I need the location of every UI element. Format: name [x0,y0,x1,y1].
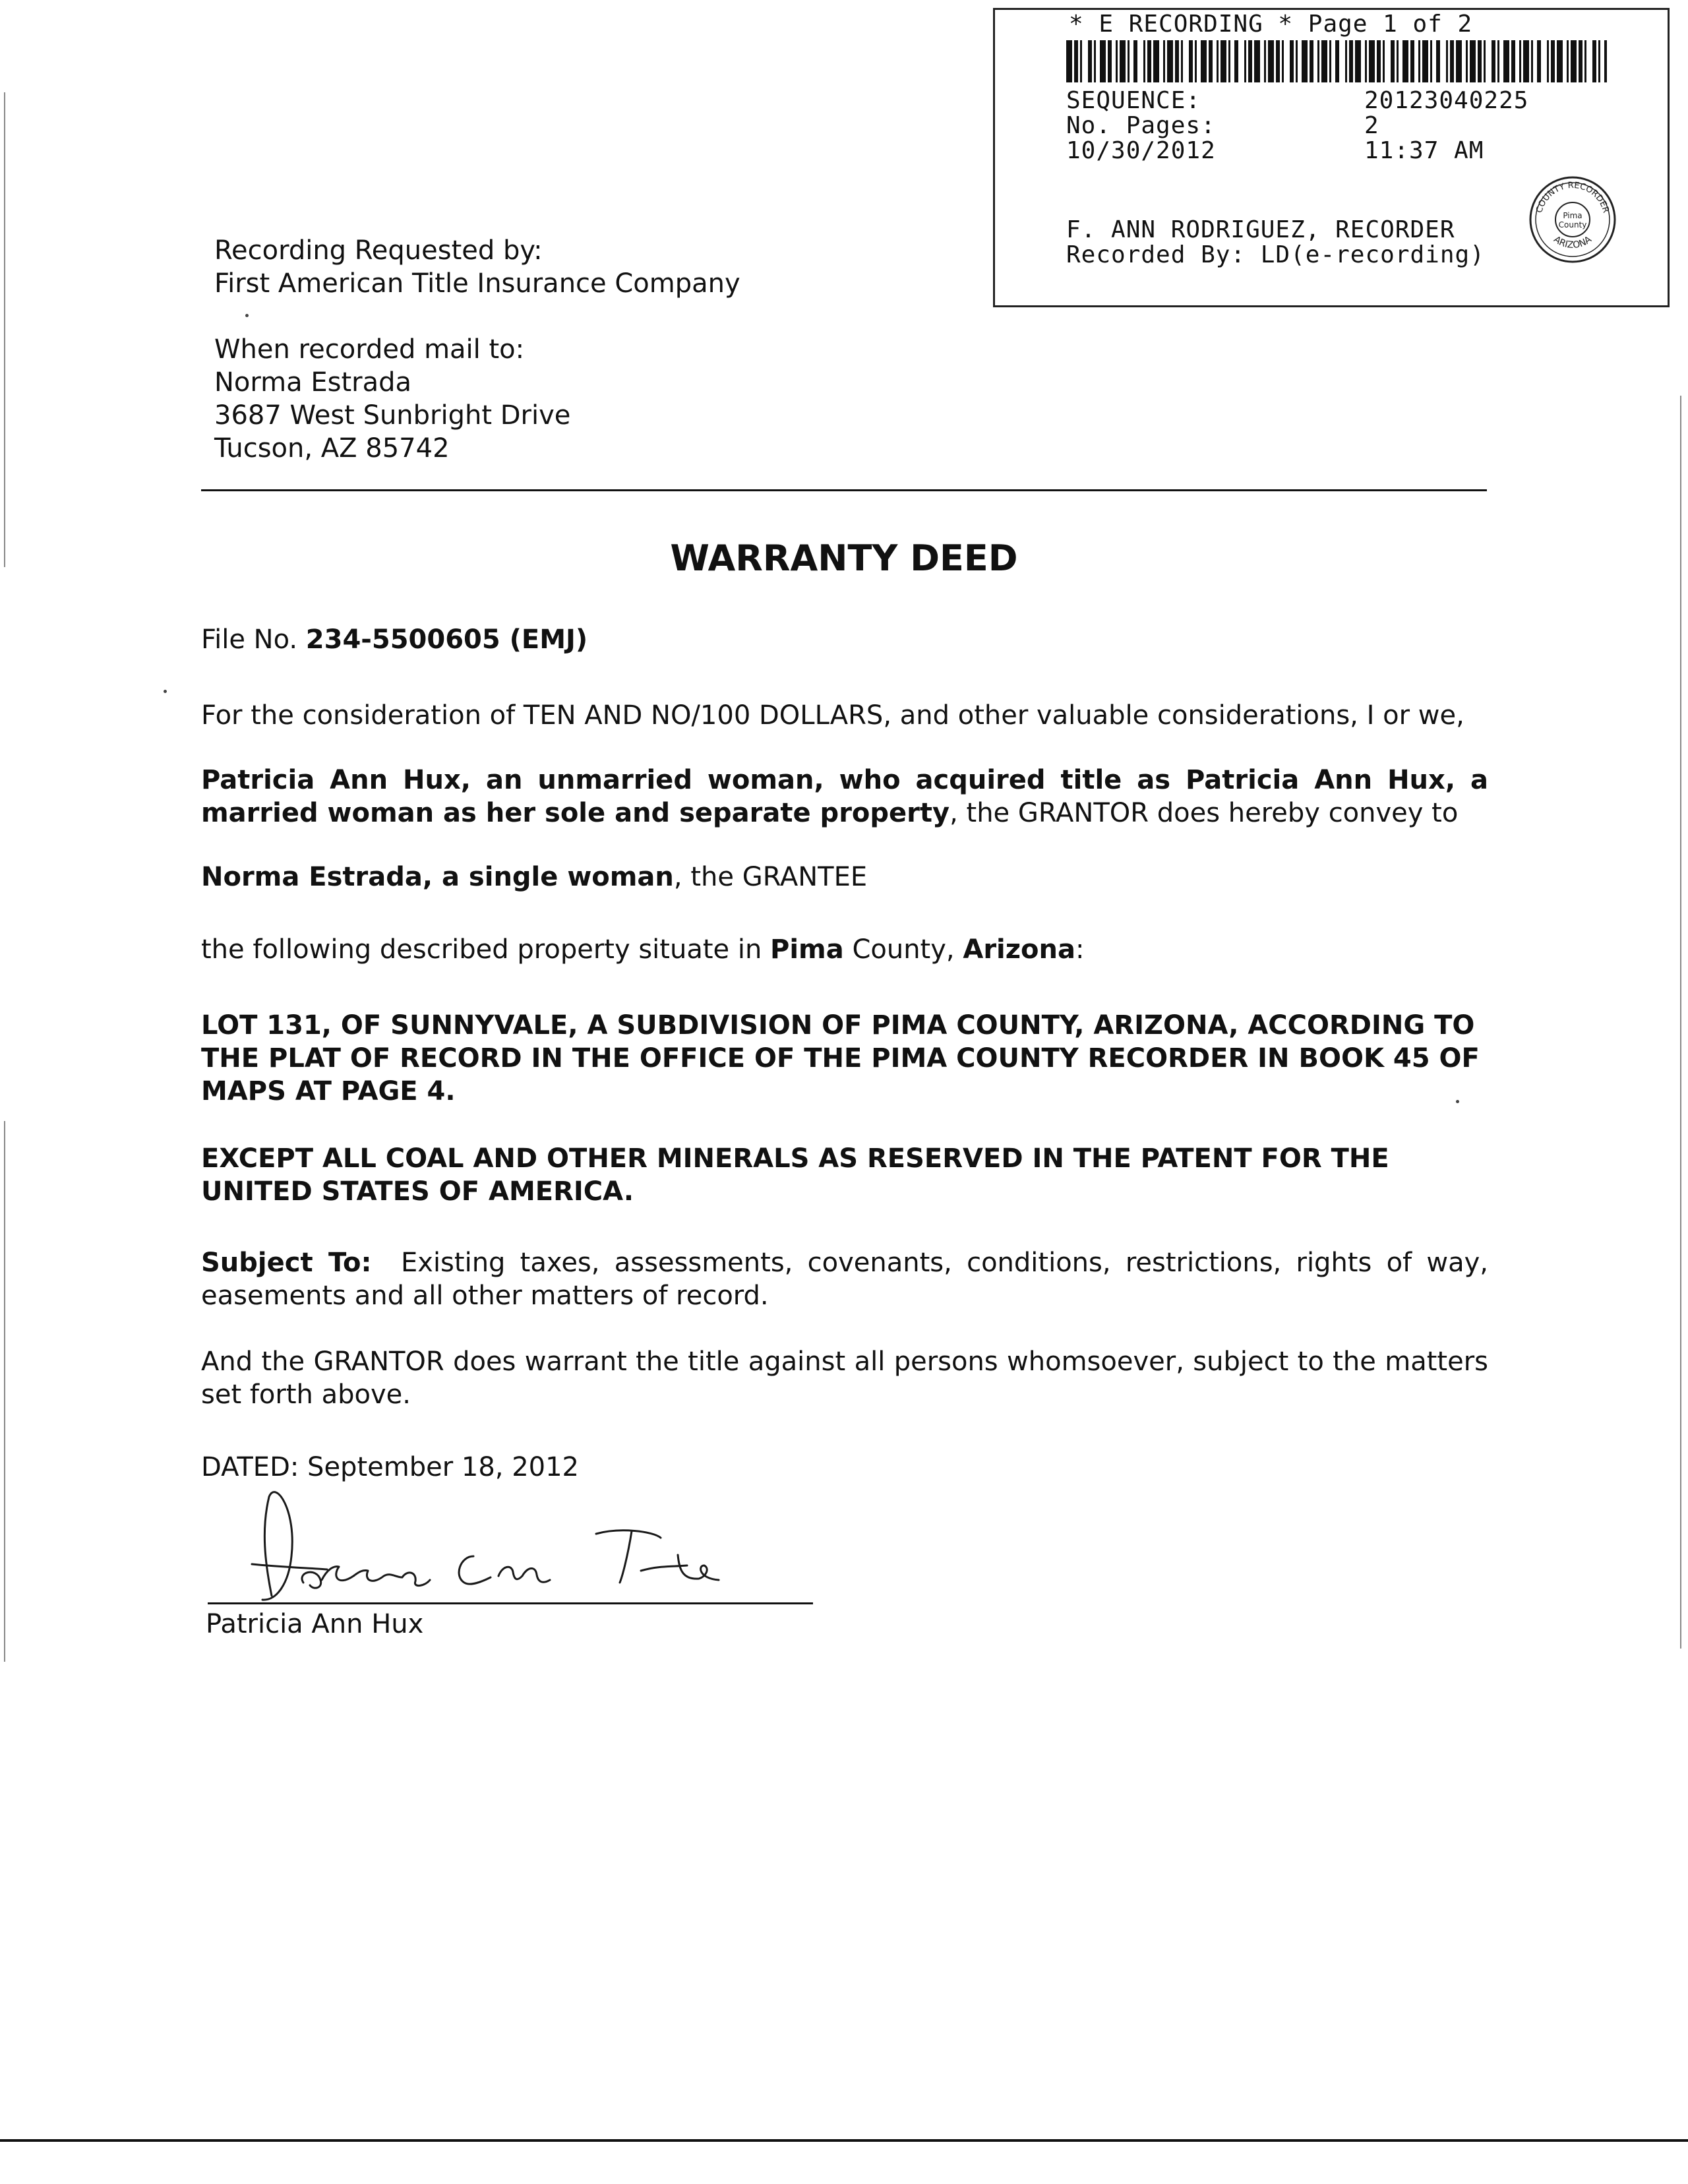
recording-stamp [993,8,1670,307]
legal-description: LOT 131, OF SUNNYVALE, A SUBDIVISION OF PIMA COUNTY, ARIZONA, ACCORDING TO THE PLAT OF RECORD IN THE OFFICE OF THE PIMA COUNTY RECORDER IN BOOK 45 OF MAPS AT PAGE 4. [201,1010,1480,1107]
grantor-suffix: , the GRANTOR does hereby convey to [950,798,1459,828]
barcode-bar [1604,40,1607,82]
file-number [201,623,588,656]
barcode-bar [1365,40,1367,82]
property-state: Arizona [963,934,1075,965]
barcode-bar [1066,40,1072,82]
barcode-bar [1519,40,1521,82]
subject-to-label: Subject To: [201,1248,372,1278]
barcode-bar [1511,40,1515,82]
barcode-bar [1234,40,1238,82]
grantor-name: Patricia Ann Hux, an unmarried woman, who acquired title as Patricia Ann Hux, a married woman as her sole and separate property [201,765,1488,828]
barcode-bar [1418,40,1420,82]
barcode-bar [1217,40,1219,82]
file-number-label: File No. [201,624,298,655]
scan-speck [245,314,249,317]
barcode-bar [1547,40,1549,82]
page-bottom-border [0,2139,1688,2142]
scan-edge-left [4,92,5,567]
mail-to-block [214,333,570,465]
barcode-bar [1248,40,1252,82]
barcode-bar [1080,40,1082,82]
signer-name: Patricia Ann Hux [206,1609,424,1639]
barcode-bar [1209,40,1213,82]
barcode-bar [1195,40,1197,82]
consideration-paragraph: For the consideration of TEN AND NO/100 DOLLARS, and other valuable considerations, I or we, [201,700,1464,731]
barcode-bar [1345,40,1347,82]
barcode-bar [1598,40,1600,82]
subject-to-text: Existing taxes, assessments, covenants, conditions, restrictions, rights of way, easements and all other matters of record. [201,1248,1488,1311]
county-seal-icon [1528,175,1617,264]
mail-to-label: When recorded mail to: [214,334,525,365]
scan-speck [1456,1100,1459,1103]
recording-header: * E RECORDING * Page 1 of 2 [1069,11,1473,38]
mail-to-city: Tucson, AZ 85742 [214,433,450,464]
barcode-bar [1088,40,1092,82]
barcode-bar [1276,40,1280,82]
barcode-bar [1537,40,1541,82]
barcode-bar [1478,40,1482,82]
barcode-bar [1436,40,1440,82]
recording-time: 11:37 AM [1364,137,1484,164]
property-intro-colon: : [1075,934,1085,965]
barcode-bar [1201,40,1207,82]
mail-to-name: Norma Estrada [214,367,411,398]
sequence-label: SEQUENCE: [1066,87,1201,114]
barcode-bar [1335,40,1339,82]
recorder-name: F. ANN RODRIGUEZ, RECORDER [1066,216,1455,243]
warranty-paragraph: And the GRANTOR does warrant the title against all persons whomsoever, subject to the matters set forth above. [201,1347,1488,1410]
handwritten-signature [198,1484,844,1629]
property-intro-prefix: the following described property situate in [201,934,762,965]
mineral-exception: EXCEPT ALL COAL AND OTHER MINERALS AS RESERVED IN THE PATENT FOR THE UNITED STATES OF AMERICA. [201,1143,1389,1207]
barcode-bar [1133,40,1137,82]
barcode-bar [1094,40,1096,82]
barcode-bar [1310,40,1313,82]
barcode-bar [1147,40,1151,82]
subject-to-paragraph [201,1246,1488,1312]
barcode-bar [1116,40,1118,82]
barcode-bar [1446,40,1448,82]
barcode-bar [1484,40,1486,82]
barcode-bar [1296,40,1298,82]
barcode-bar [1143,40,1145,82]
barcode-bar [1466,40,1468,82]
pages-label: No. Pages: [1066,112,1216,139]
property-county: Pima [770,934,844,965]
barcode-bar [1189,40,1193,82]
mail-to-street: 3687 West Sunbright Drive [214,400,571,431]
barcode-bar [1167,40,1173,82]
grantee-suffix: , the GRANTEE [673,862,868,892]
barcode-bar [1175,40,1179,82]
barcode-bar [1377,40,1381,82]
barcode-bar [1497,40,1499,82]
barcode-bar [1268,40,1274,82]
svg-text:COUNTY RECORDER [1534,181,1611,214]
barcode-bar [1531,40,1533,82]
requested-by-label: Recording Requested by: [214,235,543,266]
barcode-bar [1430,40,1432,82]
barcode-bar [1422,40,1428,82]
barcode-bar [1571,40,1577,82]
barcode-bar [1244,40,1246,82]
pages-value: 2 [1364,112,1379,139]
barcode-bar [1100,40,1106,82]
barcode-bar [1551,40,1555,82]
barcode-bar [1302,40,1308,82]
barcode-bar [1456,40,1462,82]
header-divider [201,489,1487,491]
barcode-bar [1290,40,1294,82]
barcode-bar [1254,40,1260,82]
barcode-bar [1383,40,1385,82]
barcode-bar [1120,40,1126,82]
barcode-bar [1567,40,1569,82]
barcode-bar [1321,40,1327,82]
barcode-bar [1153,40,1159,82]
signature-line [208,1602,813,1604]
barcode-bar [1470,40,1476,82]
recording-date: 10/30/2012 [1066,137,1216,164]
requested-by-company: First American Title Insurance Company [214,268,740,299]
barcode-bar [1584,40,1586,82]
barcode-bar [1163,40,1165,82]
seal-center-line-1: Pima [1563,211,1582,220]
dated-line: DATED: September 18, 2012 [201,1452,579,1482]
barcode-bar [1397,40,1399,82]
barcode-bar [1108,40,1112,82]
barcode-bar [1128,40,1130,82]
barcode-bar [1391,40,1395,82]
barcode [1066,40,1607,82]
barcode-bar [1317,40,1319,82]
barcode-bar [1074,40,1078,82]
barcode-bar [1221,40,1226,82]
property-intro [201,933,1084,966]
recording-requested-block [214,234,740,300]
barcode-bar [1523,40,1529,82]
sequence-value: 20123040225 [1364,87,1529,114]
seal-bottom-text: ARIZONA [1552,234,1594,251]
scan-edge-right [1680,396,1681,1649]
barcode-bar [1228,40,1230,82]
barcode-bar [1181,40,1183,82]
barcode-bar [1329,40,1331,82]
barcode-bar [1492,40,1495,82]
grantor-paragraph [201,764,1488,830]
barcode-bar [1355,40,1361,82]
barcode-bar [1503,40,1509,82]
barcode-bar [1410,40,1414,82]
barcode-bar [1592,40,1596,82]
barcode-bar [1349,40,1353,82]
property-intro-middle: County, [852,934,955,965]
seal-top-text: COUNTY RECORDER [1534,180,1611,214]
document-title: WARRANTY DEED [670,537,1018,579]
seal-center-line-2: County [1558,220,1587,229]
barcode-bar [1579,40,1582,82]
barcode-bar [1282,40,1284,82]
barcode-bar [1264,40,1266,82]
barcode-bar [1369,40,1375,82]
scan-speck [164,690,167,693]
file-number-value: 234-5500605 (EMJ) [305,624,588,655]
grantee-name: Norma Estrada, a single woman [201,862,674,892]
recorded-by: Recorded By: LD(e-recording) [1066,241,1485,268]
scan-edge-left-lower [4,1121,5,1662]
grantee-paragraph [201,861,867,894]
barcode-bar [1557,40,1563,82]
barcode-bar [1450,40,1454,82]
barcode-bar [1402,40,1408,82]
